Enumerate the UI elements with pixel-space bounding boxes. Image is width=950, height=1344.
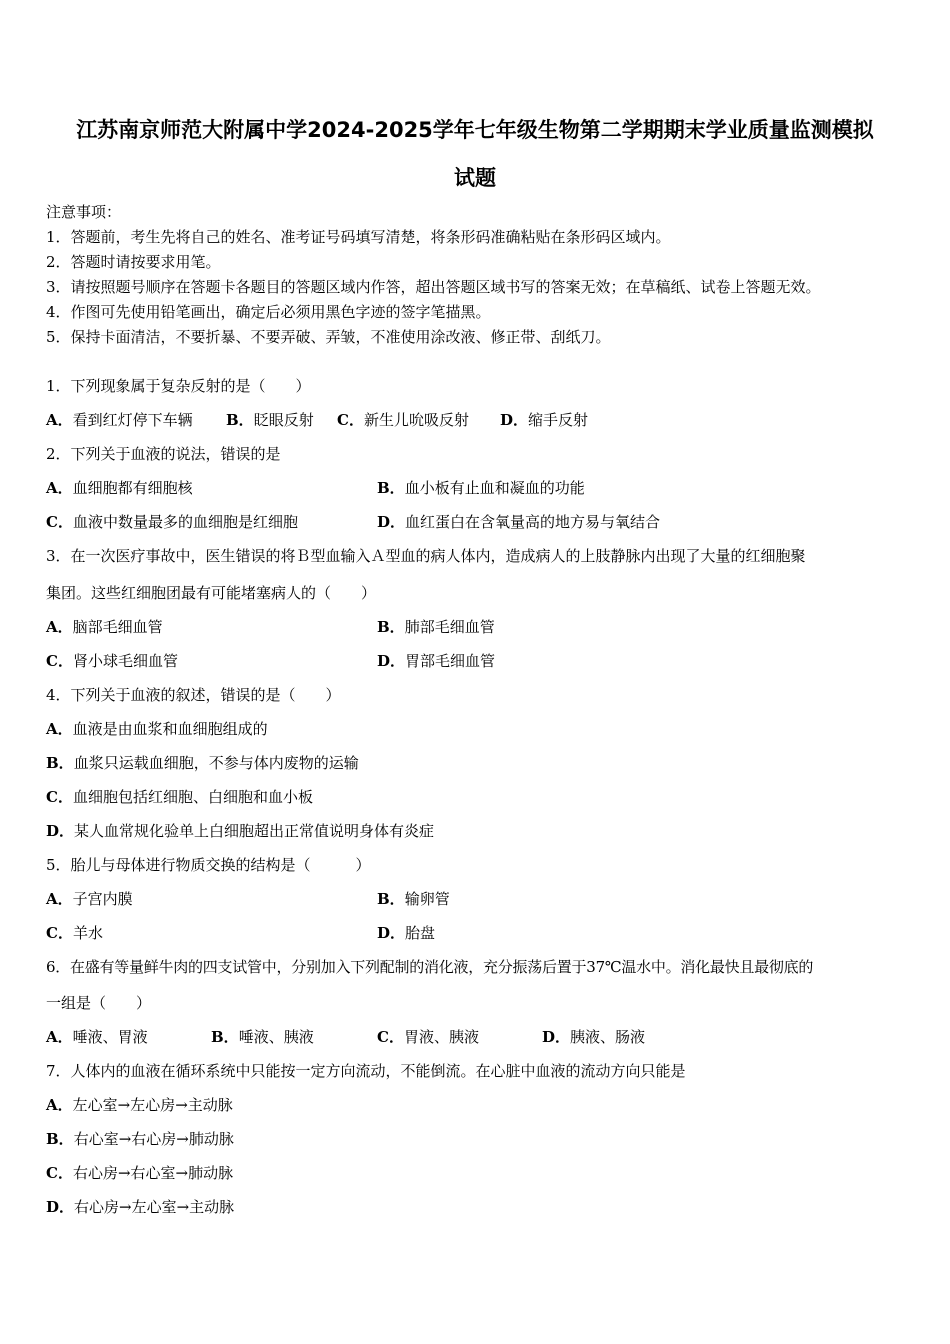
option-c: C．肾小球毛细血管 <box>46 652 178 670</box>
option-b: B．肺部毛细血管 <box>377 618 495 636</box>
notice-item-4: 4．作图可先使用铅笔画出，确定后必须用黑色字迹的签字笔描黑。 <box>46 303 491 321</box>
option-d: D．某人血常规化验单上白细胞超出正常值说明身体有炎症 <box>46 822 435 840</box>
option-a: A．看到红灯停下车辆 <box>46 411 193 429</box>
option-d: D．血红蛋白在含氧量高的地方易与氧结合 <box>377 513 661 531</box>
question-stem: 5．胎儿与母体进行物质交换的结构是（ ） <box>46 856 371 874</box>
question-stem-line1: 6．在盛有等量鲜牛肉的四支试管中，分别加入下列配制的消化液，充分振荡后置于37℃温水中。消化最快且最彻底的 <box>46 958 814 976</box>
question-stem-line1: 3．在一次医疗事故中，医生错误的将Ｂ型血输入Ａ型血的病人体内，造成病人的上肢静脉内出现了大量的红细胞聚 <box>46 547 806 565</box>
option-d: D．胃部毛细血管 <box>377 652 496 670</box>
option-d: D．胰液、肠液 <box>542 1028 646 1046</box>
option-d: D．胎盘 <box>377 924 436 942</box>
notice-item-5: 5．保持卡面清洁，不要折暴、不要弄破、弄皱，不准使用涂改液、修正带、刮纸刀。 <box>46 328 611 346</box>
option-b: B．眨眼反射 <box>226 411 314 429</box>
notice-item-1: 1．答题前，考生先将自己的姓名、准考证号码填写清楚，将条形码准确粘贴在条形码区域内。 <box>46 228 671 246</box>
question-stem: 1．下列现象属于复杂反射的是（ ） <box>46 377 311 395</box>
question-stem: 2．下列关于血液的说法，错误的是 <box>46 445 281 463</box>
option-b: B．唾液、胰液 <box>211 1028 314 1046</box>
option-b: B．血小板有止血和凝血的功能 <box>377 479 585 497</box>
option-c: C．胃液、胰液 <box>377 1028 479 1046</box>
option-a: A．子宫内膜 <box>46 890 133 908</box>
option-b: B．右心室→右心房→肺动脉 <box>46 1130 234 1148</box>
exam-title-line2: 试题 <box>454 166 496 190</box>
option-a: A．血细胞都有细胞核 <box>46 479 193 497</box>
option-c: C．新生儿吮吸反射 <box>337 411 469 429</box>
option-a: A．脑部毛细血管 <box>46 618 163 636</box>
option-c: C．血液中数量最多的血细胞是红细胞 <box>46 513 298 531</box>
notice-item-3: 3．请按照题号顺序在答题卡各题目的答题区域内作答，超出答题区域书写的答案无效；在草稿纸、试卷上答题无效。 <box>46 278 821 296</box>
question-stem: 7．人体内的血液在循环系统中只能按一定方向流动，不能倒流。在心脏中血液的流动方向只能是 <box>46 1062 686 1080</box>
option-b: B．输卵管 <box>377 890 450 908</box>
option-a: A．唾液、胃液 <box>46 1028 148 1046</box>
question-stem-line2: 集团。这些红细胞团最有可能堵塞病人的（ ） <box>46 584 377 602</box>
option-c: C．血细胞包括红细胞、白细胞和血小板 <box>46 788 313 806</box>
option-d: D．右心房→左心室→主动脉 <box>46 1198 235 1216</box>
option-a: A．血液是由血浆和血细胞组成的 <box>46 720 268 738</box>
exam-title-line1: 江苏南京师范大附属中学2024-2025学年七年级生物第二学期期末学业质量监测模拟 <box>76 118 874 142</box>
notice-heading: 注意事项： <box>46 203 122 221</box>
option-b: B．血浆只运载血细胞，不参与体内废物的运输 <box>46 754 359 772</box>
option-d: D．缩手反射 <box>500 411 589 429</box>
question-stem-line2: 一组是（ ） <box>46 994 152 1012</box>
option-a: A．左心室→左心房→主动脉 <box>46 1096 233 1114</box>
option-c: C．右心房→右心室→肺动脉 <box>46 1164 234 1182</box>
question-stem: 4．下列关于血液的叙述，错误的是（ ） <box>46 686 341 704</box>
option-c: C．羊水 <box>46 924 103 942</box>
notice-item-2: 2．答题时请按要求用笔。 <box>46 253 221 271</box>
